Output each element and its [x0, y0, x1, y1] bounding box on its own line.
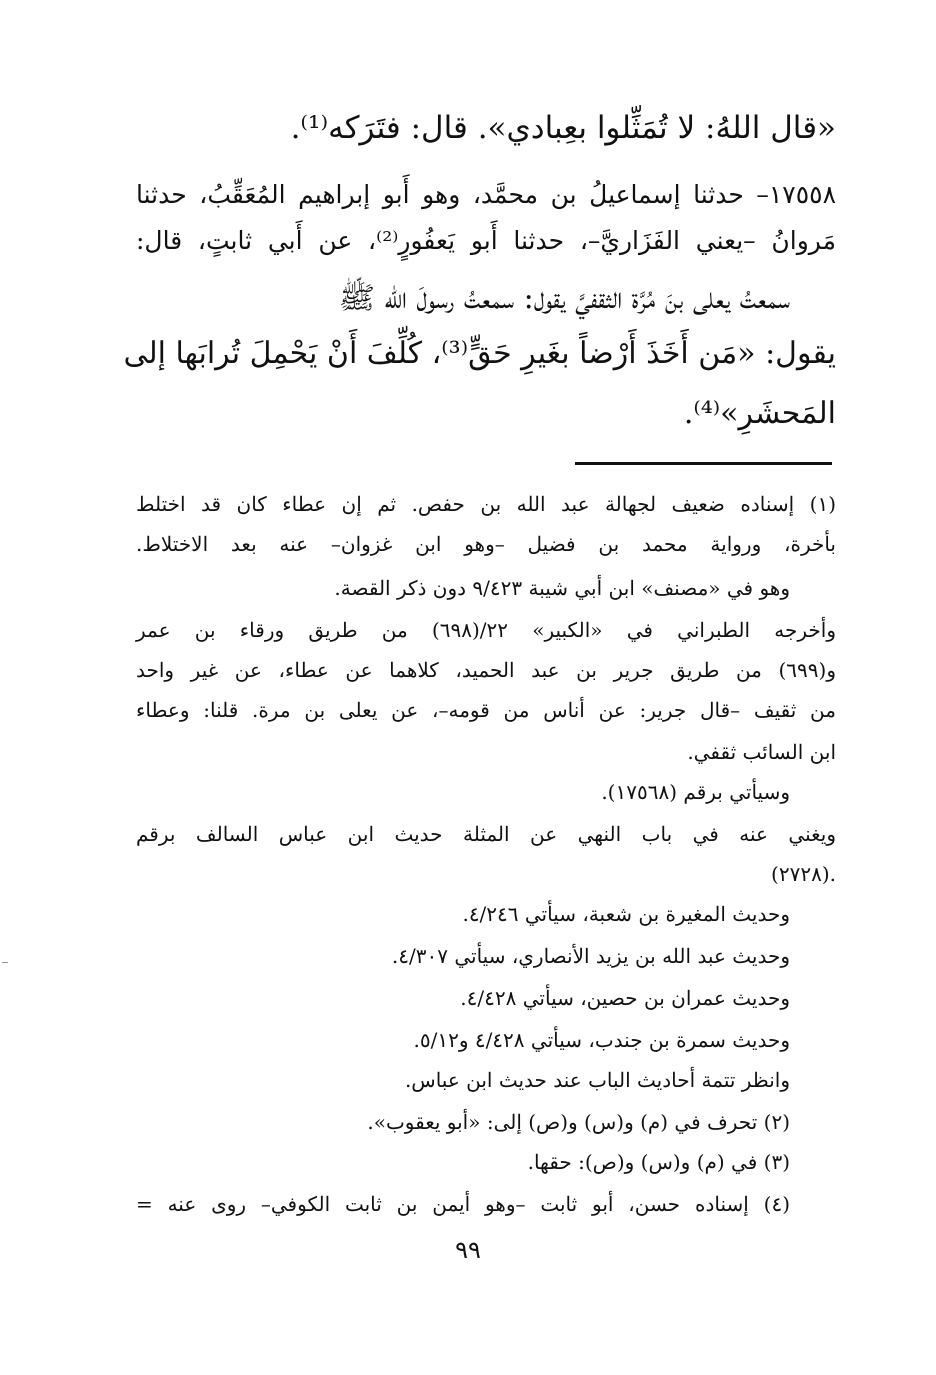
footnote-line: وحديث المغيرة بن شعبة، سيأتي ٤/٢٤٦.: [462, 902, 790, 926]
footnote-line: وانظر تتمة أحاديث الباب عند حديث ابن عباس.: [404, 1068, 790, 1092]
scan-edge-mark: [2, 962, 8, 963]
main-text-line-1: «قال اللهُ: لا تُمَثِّلوا بعِبادي». قال: فتَرَكه⁽¹⁾.: [290, 110, 836, 146]
footnote-line: (٤) إسناده حسن، أبو ثابت –وهو أيمن بن ثابت الكوفي– روى عنه =: [136, 1192, 790, 1216]
footnote-line: وحديث عبد الله بن يزيد الأنصاري، سيأتي ٤/٣٠٧.: [391, 944, 790, 968]
main-text-line-2: ١٧٥٥٨– حدثنا إسماعيلُ بن محمَّد، وهو أَبو إبراهيم المُعَقِّبُ، حدثنا: [136, 180, 836, 209]
main-text-line-6: المَحشَرِ»⁽⁴⁾.: [683, 396, 836, 431]
footnote-line: (٢٧٢٨).: [771, 862, 836, 886]
footnote-line: (٣) في (م) و(س) و(ص): حقها.: [527, 1150, 790, 1174]
footnote-line: وحديث عمران بن حصين، سيأتي ٤/٤٢٨.: [460, 986, 790, 1010]
footnote-line: بأخرة، ورواية محمد بن فضيل –وهو ابن غزوان– عنه بعد الاختلاط.: [136, 532, 836, 556]
footnote-separator: [575, 462, 832, 465]
footnote-line: ابن السائب ثقفي.: [687, 740, 836, 764]
footnote-line: (١) إسناده ضعيف لجهالة عبد الله بن حفص. ثم إن عطاء كان قد اختلط: [136, 492, 836, 516]
page-number: ٩٩: [455, 1236, 481, 1264]
footnote-line: وحديث سمرة بن جندب، سيأتي ٤/٤٢٨ و٥/١٢.: [413, 1028, 790, 1052]
footnote-line: ويغني عنه في باب النهي عن المثلة حديث ابن عباس السالف برقم: [136, 822, 836, 846]
main-text-line-5: يقول: «مَن أَخَذَ أَرْضاً بغَيرِ حَقٍّ⁽³⁾، كُلِّفَ أَنْ يَحْمِلَ تُرابَها إلى: [123, 336, 836, 371]
main-text-line-4: سمعتُ يعلى بنَ مُرَّة الثقفيَّ يقول: سمعتُ رسولَ الله ﷺ: [338, 281, 790, 316]
footnote-line: وسيأتي برقم (١٧٥٦٨).: [601, 780, 790, 804]
main-text-line-3: مَروانُ –يعني الفَزَاريَّ–، حدثنا أَبو يَعفُورٍ⁽²⁾، عن أَبي ثابتٍ، قال:: [136, 226, 836, 255]
footnote-line: من ثقيف –قال جرير: عن أناس من قومه–، عن يعلى بن مرة. قلنا: وعطاء: [136, 698, 836, 722]
footnote-line: وأخرجه الطبراني في «الكبير» ٢٢/(٦٩٨) من طريق ورقاء بن عمر: [136, 618, 836, 642]
footnote-line: وهو في «مصنف» ابن أبي شيبة ٩/٤٢٣ دون ذكر القصة.: [334, 576, 790, 600]
footnote-line: و(٦٩٩) من طريق جرير بن عبد الحميد، كلاهما عن عطاء، عن غير واحد: [136, 658, 836, 682]
footnote-line: (٢) تحرف في (م) و(س) و(ص) إلى: «أبو يعقوب».: [367, 1110, 790, 1134]
